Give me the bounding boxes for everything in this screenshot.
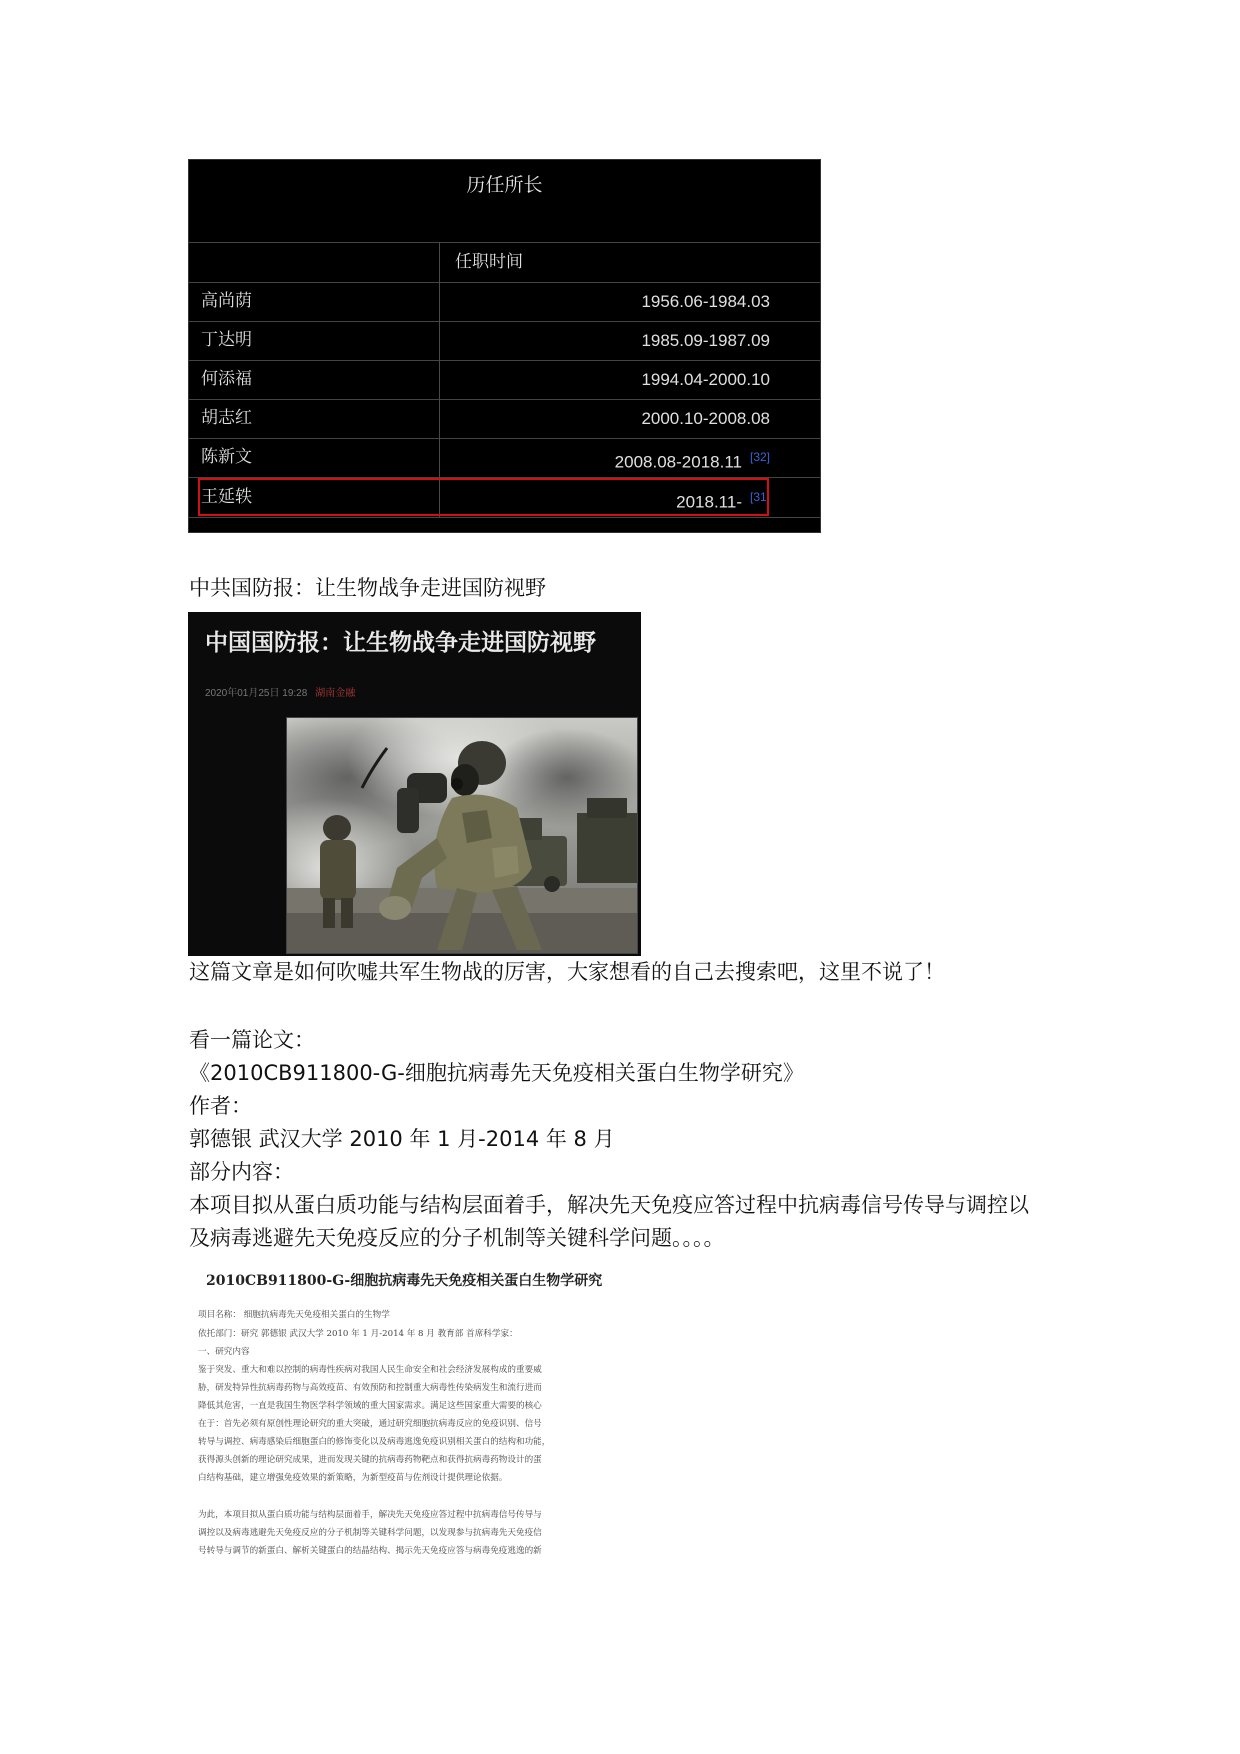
excerpt-line-1: 本项目拟从蛋白质功能与结构层面着手，解决先天免疫应答过程中抗病毒信号传导与调控以 — [189, 1193, 1029, 1217]
paper-title: 《2010CB911800-G-细胞抗病毒先天免疫相关蛋白生物学研究》 — [189, 1061, 804, 1085]
reference-link[interactable]: [32] — [749, 450, 770, 464]
soldier-photo-illustration — [287, 718, 637, 953]
comment-text: 这篇文章是如何吹嘘共军生物战的厉害，大家想看的自己去搜索吧，这里不说了！ — [189, 960, 945, 984]
news-meta — [205, 684, 355, 699]
director-term: 2018.11- [31] — [676, 490, 770, 512]
director-term: 1956.06-1984.03 — [641, 292, 770, 311]
table-row — [189, 360, 820, 400]
paper-doc-line: 一、研究内容 — [198, 1347, 250, 1357]
table-header-row — [189, 242, 820, 283]
paper-doc-line: 调控以及病毒逃避先天免疫反应的分子机制等关键科学问题，以发现参与抗病毒先天免疫信 — [198, 1528, 542, 1538]
paper-doc-line: 鉴于突发、重大和难以控制的病毒性疾病对我国人民生命安全和社会经济发展构成的重要威 — [198, 1365, 542, 1375]
director-name: 丁达明 — [201, 330, 252, 350]
reference-link[interactable]: [31] — [749, 490, 770, 504]
director-term: 1994.04-2000.10 — [641, 370, 770, 389]
paper-doc-line: 胁，研发特异性抗病毒药物与高效疫苗、有效预防和控制重大病毒性传染病发生和流行进而 — [198, 1383, 542, 1393]
paper-doc-line: 项目名称： 细胞抗病毒先天免疫相关蛋白的生物学 — [198, 1310, 390, 1320]
paper-doc-title: 2010CB911800-G-细胞抗病毒先天免疫相关蛋白生物学研究 — [206, 1273, 603, 1289]
paper-doc-line: 为此，本项目拟从蛋白质功能与结构层面着手，解决先天免疫应答过程中抗病毒信号传导与 — [198, 1510, 542, 1520]
directors-table-image — [188, 159, 821, 533]
news-title: 中国国防报：让生物战争走进国防视野 — [205, 630, 596, 656]
table-row — [189, 399, 820, 439]
news-date: 2020年01月25日 19:28 — [205, 688, 308, 699]
director-name: 胡志红 — [201, 408, 252, 428]
table-row — [189, 282, 820, 322]
paper-doc-line: 转导与调控、病毒感染后细胞蛋白的修饰变化以及病毒逃逸免疫识别相关蛋白的结构和功能， — [198, 1437, 551, 1447]
author-text: 郭德银 武汉大学 2010 年 1 月-2014 年 8 月 — [189, 1127, 615, 1151]
paper-doc-line: 白结构基础，建立增强免疫效果的新策略，为新型疫苗与佐剂设计提供理论依据。 — [198, 1473, 508, 1483]
column-divider — [439, 242, 440, 518]
table-row — [189, 321, 820, 361]
table-row — [189, 438, 820, 478]
director-name: 王延轶 — [201, 487, 252, 507]
director-term: 2008.08-2018.11 [32] — [614, 450, 770, 472]
director-term: 1985.09-1987.09 — [641, 331, 770, 350]
director-term: 2000.10-2008.08 — [641, 409, 770, 428]
soldier-photo — [286, 717, 638, 954]
paper-document-image — [188, 1262, 603, 1580]
paper-label: 看一篇论文： — [189, 1028, 315, 1052]
table-title: 历任所长 — [189, 160, 820, 243]
paper-doc-line: 号转导与调节的新蛋白、解析关键蛋白的结晶结构、揭示先天免疫应答与病毒免疫逃逸的新 — [198, 1546, 542, 1556]
paper-doc-line: 降低其危害，一直是我国生物医学科学领域的重大国家需求。满足这些国家重大需要的核心 — [198, 1401, 542, 1411]
news-caption: 中共国防报：让生物战争走进国防视野 — [189, 576, 546, 600]
highlight-box — [198, 478, 769, 516]
director-name: 陈新文 — [201, 447, 252, 467]
paper-doc-line: 依托部门：研究 郭德银 武汉大学 2010 年 1 月-2014 年 8 月 教育部 首席科学家： — [198, 1329, 518, 1339]
news-source: 湖南金融 — [315, 688, 356, 699]
excerpt-line-2: 及病毒逃避先天免疫反应的分子机制等关键科学问题。。。。 — [189, 1226, 725, 1250]
director-name: 何添福 — [201, 369, 252, 389]
paper-doc-line: 在于：首先必须有原创性理论研究的重大突破，通过研究细胞抗病毒反应的免疫识别、信号 — [198, 1419, 542, 1429]
director-name: 高尚荫 — [201, 291, 252, 311]
news-article-image — [188, 612, 641, 956]
author-label: 作者： — [189, 1094, 252, 1118]
paper-doc-line: 获得源头创新的理论研究成果，进而发现关键的抗病毒药物靶点和获得抗病毒药物设计的蛋 — [198, 1455, 542, 1465]
header-term: 任职时间 — [455, 252, 523, 272]
excerpt-label: 部分内容： — [189, 1160, 294, 1184]
